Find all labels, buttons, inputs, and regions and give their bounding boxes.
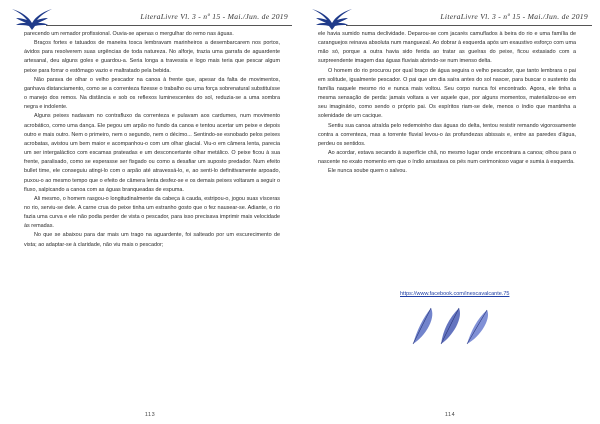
paragraph: Ao acordar, estava secando à superfície chã, no mesmo lugar onde encontrara a canoa; olhou para o nascente no exato momento em que o índio arrastava os pés num cerimonioso vagar e sumia à esquerda. <box>318 150 576 166</box>
paragraph: Ele nunca soube quem o salvou. <box>328 168 407 175</box>
magazine-title: LiteraLivre Vl. 3 - nº 15 - Mai./Jun. de 2019 <box>140 12 288 21</box>
article-body <box>318 30 576 177</box>
right-page <box>300 0 600 424</box>
paragraph: ele havia sumido numa declividade. Deparou-se com jacarés camuflados à beira do rio e uma família de caranguejos reinava absoluta num manguezal. Ao dobrar à esquerda após um exaustivo esforço com uma mão só, porque a outra havia sido ferida ao tratar as guelras do peixe, ficou extasiado com a surpreendente imagem das águas fluviais abrindo-se num imenso delta. <box>318 31 576 65</box>
page-number: 114 <box>444 412 456 418</box>
magazine-title: LiteraLivre Vl. 3 - nº 15 - Mai./Jun. de 2019 <box>440 12 588 21</box>
paragraph: O homem do rio procurou por qual braço de água seguira o velho pescador, que tanto lembrara o pai em solitude, igualmente pescador. O pai que um dia saíra antes do sol nascer, para buscar o sustento da família naquele mesmo rio e nunca mais voltou. Seu corpo nunca foi encontrado. Agora, ele tinha a mesma sensação de perda: jamais voltara a ver aquele que, por alguns momentos, materializou-se em seu imaginário, como sendo o próprio pai. Os espíritos riam-se dele, menos o índio que mantinha a solenidade de um cacique. <box>318 67 576 120</box>
paragraph: Não parava de olhar o velho pescador na canoa à frente que, apesar da falta de movimentos, ganhava distanciamento, como se a correnteza fizesse o trabalho ou uma força sobrenatural substituísse o manejo dos remos. Na distância e sob os reflexos luminescentes do sol, reduzia-se a uma sombra negra e indolente. <box>24 76 280 111</box>
winged-bird-logo-icon <box>10 6 54 32</box>
paragraph: Alguns peixes nadavam no contrafluxo da correnteza e pulavam aos cardumes, num movimento acrobático, como uma dança. Ele pegou um arpão no fundo da canoa e tentou acertar um peixe e depois outro e mais outro. Nem o primeiro, nem o segundo, nem o décimo... Sentindo-se esnobado pelos peixes acrobatas, avistou um bem maior e acompanhou-o com um olhar glacial. Viu-o em câmera lenta, parecia um ser intergaláctico com escamas prateadas e um desconcertante olhar metálico. O peixe ficou à sua frente, paralisado, como se esperasse ser fisgado ou como a desafiar um suposto predador. Num efeito bullet time, ele conseguiu atingi-lo com o arpão até atravessá-lo, e, ao senti-lo definitivamente arpoado, puxou-o ao mesmo tempo que o efeito de câmera lenta desfez-se e os demais peixes voltaram a seguir o fluxo, salpicando a canoa com as águas branqueadas de espuma. <box>24 113 280 193</box>
author-facebook-link[interactable]: https://www.facebook.com/inescavalcante.75 <box>400 291 510 297</box>
header-rule <box>346 25 592 26</box>
paragraph: Ali mesmo, o homem rasgou-o longitudinalmente da cabeça à cauda, estripou-o, jogou suas vísceras no rio, serviu-se dele. A carne crua do peixe tinha um estranho gosto que o fez nausear-se. Adiante, o rio fazia uma curva e ele não podia perder de vista o pescador, para isso precisava imprimir mais velocidade às remadas. <box>24 195 280 230</box>
page-header <box>308 6 592 32</box>
page-header <box>8 6 292 32</box>
quill-feathers-icon <box>407 300 497 348</box>
page-number: 113 <box>144 412 156 418</box>
paragraph: parecendo um remador profissional. Ouvia-se apenas o mergulhar do remo nas águas. <box>24 31 234 37</box>
paragraph: Braços fortes e tatuados de maneira tosca lembravam marinheiros a desembarcarem nos portos, ávidos para resolverem suas urgências de toda natureza. No alforje, trazia uma garrafa de aguardente artesanal, deu alguns goles e guardou-a. Seria longa a travessia e logo mais teria que pescar algum peixe para forrar o estômago vazio e maltratado pela bebida. <box>24 40 280 74</box>
header-rule <box>46 25 292 26</box>
paragraph: No que se abaixou para dar mais um trago na aguardente, foi salteado por um escurecimento de vista; ao adaptar-se à claridade, não viu mais o pescador; <box>24 232 280 248</box>
paragraph: Sentiu sua canoa atraída pelo redemoinho das águas do delta, tentou resistir remando vigorosamente contra a correnteza, mas a torrente fluvial levou-o às profundezas abissais e, entre as paredes d'água, perdeu os sentidos. <box>318 122 576 147</box>
winged-bird-logo-icon <box>310 6 354 32</box>
article-body <box>24 30 280 250</box>
